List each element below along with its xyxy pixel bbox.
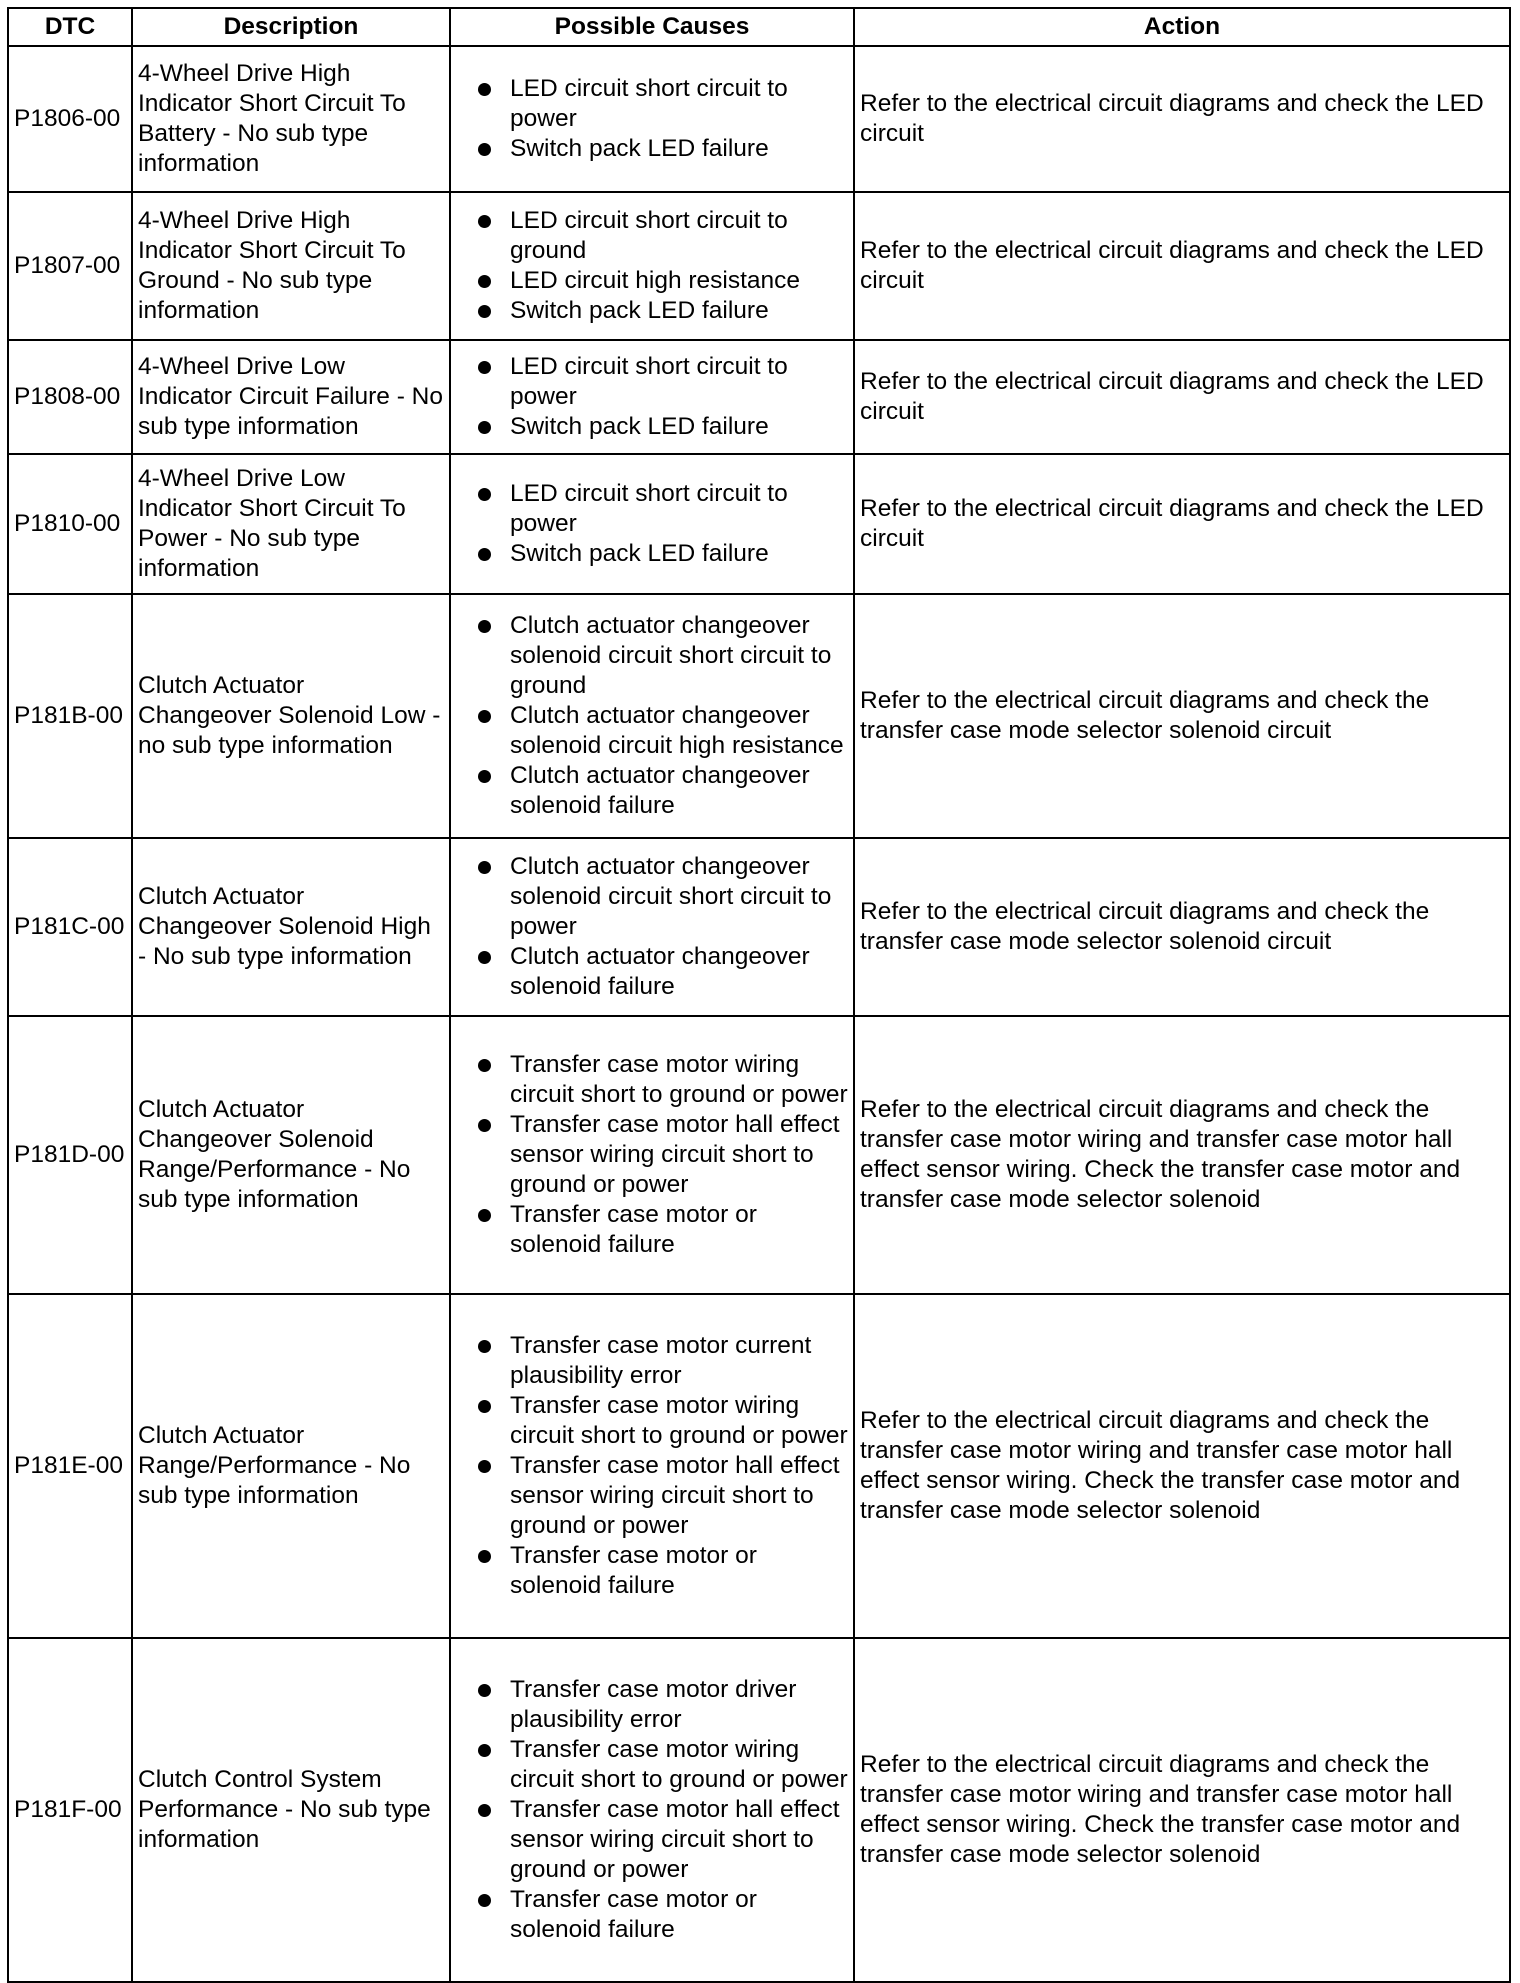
cause-text: Clutch actuator changeover solenoid circuit short circuit to power <box>510 853 832 940</box>
dtc-action: Refer to the electrical circuit diagrams and check the transfer case motor wiring and transfer case motor hall effect sensor wiring. Check the transfer case motor and transfer case mode selector solenoid <box>854 1638 1510 1982</box>
cause-text: Switch pack LED failure <box>510 297 769 324</box>
dtc-action: Refer to the electrical circuit diagrams and check the transfer case motor wiring and transfer case motor hall effect sensor wiring. Check the transfer case motor and transfer case mode selector solenoid <box>854 1294 1510 1638</box>
cause-text: Clutch actuator changeover solenoid failure <box>510 762 810 819</box>
header-possible-causes: Possible Causes <box>450 8 854 46</box>
causes-list <box>456 72 848 166</box>
table-row <box>8 192 1510 340</box>
bullet-icon <box>478 1894 491 1907</box>
bullet-icon <box>478 548 491 561</box>
dtc-action: Refer to the electrical circuit diagrams and check the LED circuit <box>854 454 1510 594</box>
bullet-icon <box>478 1059 491 1072</box>
causes-list <box>456 350 848 444</box>
dtc-description: 4-Wheel Drive High Indicator Short Circuit To Battery - No sub type information <box>132 46 450 192</box>
cause-item <box>456 852 848 942</box>
cause-text: LED circuit high resistance <box>510 267 801 294</box>
header-action: Action <box>854 8 1510 46</box>
dtc-code: P181D-00 <box>8 1016 132 1294</box>
cause-item <box>456 1451 848 1541</box>
dtc-action: Refer to the electrical circuit diagrams and check the LED circuit <box>854 192 1510 340</box>
cause-text: Transfer case motor driver plausibility error <box>510 1676 797 1733</box>
possible-causes <box>450 46 854 192</box>
bullet-icon <box>478 1744 491 1757</box>
bullet-icon <box>478 361 491 374</box>
possible-causes <box>450 1016 854 1294</box>
cause-text: Switch pack LED failure <box>510 540 769 567</box>
cause-item <box>456 761 848 821</box>
cause-item <box>456 1541 848 1601</box>
bullet-icon <box>478 275 491 288</box>
bullet-icon <box>478 421 491 434</box>
table-row <box>8 1016 1510 1294</box>
cause-text: Transfer case motor wiring circuit short to ground or power <box>510 1736 848 1793</box>
causes-list <box>456 850 848 1004</box>
cause-text: Transfer case motor hall effect sensor wiring circuit short to ground or power <box>510 1452 840 1539</box>
dtc-action: Refer to the electrical circuit diagrams and check the transfer case motor wiring and transfer case motor hall effect sensor wiring. Check the transfer case motor and transfer case mode selector solenoid <box>854 1016 1510 1294</box>
causes-list <box>456 609 848 823</box>
causes-list <box>456 477 848 571</box>
cause-item <box>456 266 848 296</box>
dtc-description: 4-Wheel Drive Low Indicator Circuit Failure - No sub type information <box>132 340 450 454</box>
dtc-code: P1807-00 <box>8 192 132 340</box>
cause-text: Transfer case motor hall effect sensor wiring circuit short to ground or power <box>510 1111 840 1198</box>
table-row <box>8 340 1510 454</box>
possible-causes <box>450 594 854 838</box>
cause-item <box>456 611 848 701</box>
dtc-code: P181B-00 <box>8 594 132 838</box>
cause-item <box>456 701 848 761</box>
dtc-action: Refer to the electrical circuit diagrams and check the transfer case mode selector solenoid circuit <box>854 594 1510 838</box>
bullet-icon <box>478 83 491 96</box>
bullet-icon <box>478 1804 491 1817</box>
bullet-icon <box>478 1119 491 1132</box>
cause-item <box>456 1331 848 1391</box>
cause-text: Transfer case motor or solenoid failure <box>510 1886 757 1943</box>
header-row <box>8 8 1510 46</box>
bullet-icon <box>478 770 491 783</box>
cause-text: Transfer case motor hall effect sensor wiring circuit short to ground or power <box>510 1796 840 1883</box>
cause-item <box>456 1735 848 1795</box>
table-row <box>8 1294 1510 1638</box>
dtc-code: P181E-00 <box>8 1294 132 1638</box>
table-body <box>8 46 1510 1982</box>
cause-item <box>456 412 848 442</box>
cause-text: LED circuit short circuit to ground <box>510 207 788 264</box>
cause-text: Switch pack LED failure <box>510 413 769 440</box>
cause-item <box>456 1050 848 1110</box>
causes-list <box>456 1329 848 1603</box>
cause-item <box>456 1675 848 1735</box>
dtc-action: Refer to the electrical circuit diagrams and check the transfer case mode selector solenoid circuit <box>854 838 1510 1016</box>
possible-causes <box>450 340 854 454</box>
bullet-icon <box>478 305 491 318</box>
bullet-icon <box>478 488 491 501</box>
table-row <box>8 838 1510 1016</box>
causes-list <box>456 1048 848 1262</box>
cause-item <box>456 1795 848 1885</box>
cause-item <box>456 1200 848 1260</box>
dtc-description: Clutch Actuator Changeover Solenoid High - No sub type information <box>132 838 450 1016</box>
bullet-icon <box>478 1550 491 1563</box>
dtc-description: Clutch Actuator Changeover Solenoid Low - no sub type information <box>132 594 450 838</box>
dtc-description: Clutch Control System Performance - No sub type information <box>132 1638 450 1982</box>
cause-item <box>456 206 848 266</box>
header-description: Description <box>132 8 450 46</box>
cause-text: LED circuit short circuit to power <box>510 480 788 537</box>
cause-text: Transfer case motor wiring circuit short to ground or power <box>510 1051 848 1108</box>
bullet-icon <box>478 143 491 156</box>
bullet-icon <box>478 1400 491 1413</box>
dtc-code: P1806-00 <box>8 46 132 192</box>
cause-item <box>456 479 848 539</box>
cause-text: Clutch actuator changeover solenoid failure <box>510 943 810 1000</box>
bullet-icon <box>478 1340 491 1353</box>
header-dtc: DTC <box>8 8 132 46</box>
bullet-icon <box>478 951 491 964</box>
possible-causes <box>450 192 854 340</box>
bullet-icon <box>478 215 491 228</box>
bullet-icon <box>478 1460 491 1473</box>
dtc-code: P1808-00 <box>8 340 132 454</box>
cause-item <box>456 296 848 326</box>
dtc-action: Refer to the electrical circuit diagrams and check the LED circuit <box>854 340 1510 454</box>
table-row <box>8 1638 1510 1982</box>
cause-item <box>456 1110 848 1200</box>
cause-text: LED circuit short circuit to power <box>510 75 788 132</box>
bullet-icon <box>478 710 491 723</box>
table-row <box>8 594 1510 838</box>
possible-causes <box>450 1294 854 1638</box>
cause-item <box>456 1391 848 1451</box>
cause-item <box>456 942 848 1002</box>
cause-text: Transfer case motor or solenoid failure <box>510 1201 757 1258</box>
cause-item <box>456 134 848 164</box>
possible-causes <box>450 1638 854 1982</box>
cause-item <box>456 352 848 412</box>
cause-item <box>456 1885 848 1945</box>
possible-causes <box>450 838 854 1016</box>
cause-text: Transfer case motor wiring circuit short to ground or power <box>510 1392 848 1449</box>
dtc-description: 4-Wheel Drive Low Indicator Short Circuit To Power - No sub type information <box>132 454 450 594</box>
cause-item <box>456 539 848 569</box>
cause-text: Transfer case motor or solenoid failure <box>510 1542 757 1599</box>
table-row <box>8 454 1510 594</box>
cause-text: Switch pack LED failure <box>510 135 769 162</box>
dtc-description: Clutch Actuator Range/Performance - No sub type information <box>132 1294 450 1638</box>
dtc-description: Clutch Actuator Changeover Solenoid Range/Performance - No sub type information <box>132 1016 450 1294</box>
cause-text: LED circuit short circuit to power <box>510 353 788 410</box>
table-row <box>8 46 1510 192</box>
cause-item <box>456 74 848 134</box>
bullet-icon <box>478 620 491 633</box>
possible-causes <box>450 454 854 594</box>
dtc-code: P181F-00 <box>8 1638 132 1982</box>
dtc-action: Refer to the electrical circuit diagrams and check the LED circuit <box>854 46 1510 192</box>
cause-text: Transfer case motor current plausibility error <box>510 1332 812 1389</box>
bullet-icon <box>478 861 491 874</box>
cause-text: Clutch actuator changeover solenoid circuit short circuit to ground <box>510 612 832 699</box>
dtc-code: P1810-00 <box>8 454 132 594</box>
dtc-description: 4-Wheel Drive High Indicator Short Circuit To Ground - No sub type information <box>132 192 450 340</box>
bullet-icon <box>478 1209 491 1222</box>
causes-list <box>456 1673 848 1947</box>
cause-text: Clutch actuator changeover solenoid circuit high resistance <box>510 702 844 759</box>
dtc-table <box>7 7 1511 1983</box>
causes-list <box>456 204 848 328</box>
bullet-icon <box>478 1684 491 1697</box>
dtc-code: P181C-00 <box>8 838 132 1016</box>
